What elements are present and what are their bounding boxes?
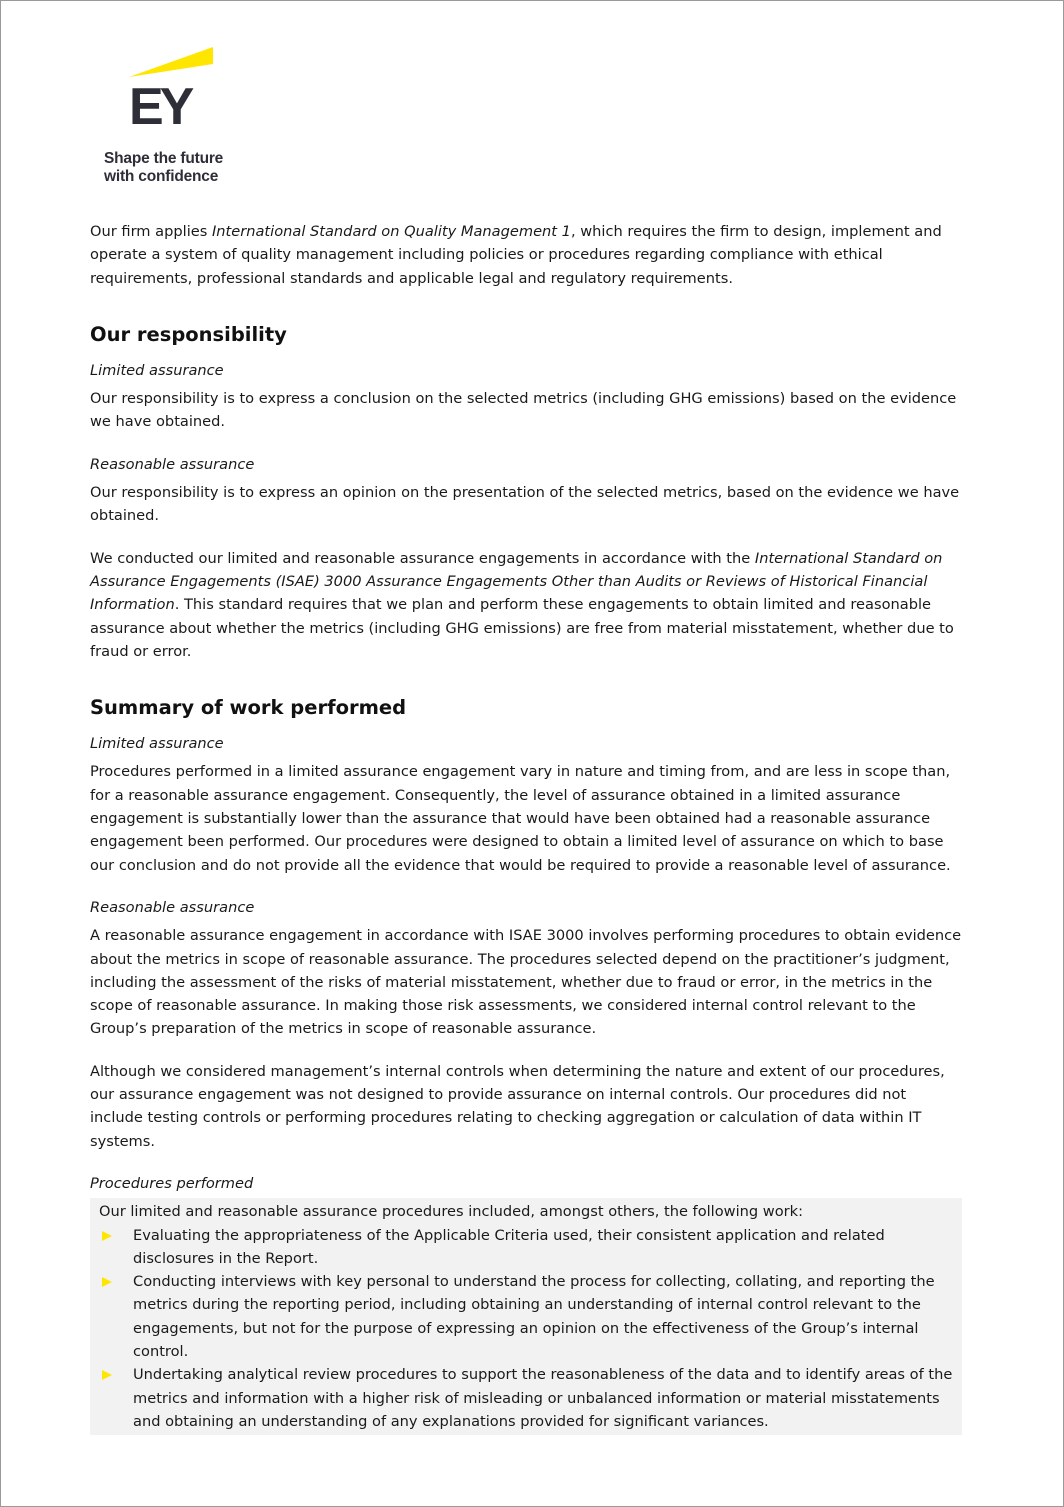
responsibility-limited-text: Our responsibility is to express a conclusion on the selected metrics (including GHG emissions) based on the evidence we have obtained. — [90, 390, 957, 431]
summary-limited-text: Procedures performed in a limited assurance engagement vary in nature and timing from, and are less in scope than, for a reasonable assurance engagement. Consequently, the level of assurance obtained in a limited assurance engagement is substantially lower than the assurance that would have been obtained had a reasonable assurance engagement been performed. Our procedures were designed to obtain a limited level of assurance on which to base our conclusion and do not provide all the evidence that would be required to provide a reasonable level of assurance. — [90, 763, 951, 874]
responsibility-limited-label: Limited assurance — [90, 361, 224, 379]
summary-heading: Summary of work performed — [90, 696, 407, 720]
ey-logo — [101, 45, 241, 190]
intro-standard-name: International Standard on Quality Management 1 — [211, 223, 571, 240]
intro-paragraph: Our firm applies International Standard on Quality Management 1, which requires the firm to design, implement and operate a system of quality management including policies or procedures regarding compliance with ethical requirements, professional standards and applicable legal and regulatory requirements. — [90, 223, 942, 287]
summary-reasonable-label: Reasonable assurance — [90, 898, 255, 916]
standard-paragraph: We conducted our limited and reasonable assurance engagements in accordance with the International Standard on Assurance Engagements (ISAE) 3000 Assurance Engagements Other than Audits or Reviews of Historical Financial Information. This standard requires that we plan and perform these engagements to obtain limited and reasonable assurance about whether the metrics (including GHG emissions) are free from material misstatement, whether due to fraud or error. — [90, 549, 954, 660]
ey-logo-tagline — [104, 150, 223, 186]
list-item: Undertaking analytical review procedures to support the reasonableness of the data and to identify areas of the metrics and information with a higher risk of misleading or unbalanced information or material misstatements and obtaining an understanding of any explanations provided for significant variances. — [99, 1363, 962, 1433]
list-item: Conducting interviews with key personal to understand the process for collecting, collating, and reporting the metrics during the reporting period, including obtaining an understanding of internal control relevant to the engagements, but not for the purpose of expressing an opinion on the effectiveness of the Group’s internal control. — [99, 1270, 962, 1363]
tagline-line-1: Shape the future — [104, 150, 224, 167]
ey-beam-icon — [129, 47, 215, 81]
ey-logo-mark: EY — [129, 78, 191, 136]
report-body — [90, 220, 962, 1435]
procedures-intro: Our limited and reasonable assurance procedures included, amongst others, the following work: — [99, 1203, 804, 1221]
triangle-bullet-icon — [102, 1277, 112, 1287]
list-item: Evaluating the appropriateness of the Applicable Criteria used, their consistent application and related disclosures in the Report. — [99, 1224, 962, 1271]
triangle-bullet-icon — [102, 1370, 112, 1380]
triangle-bullet-icon — [102, 1231, 112, 1241]
summary-limited-label: Limited assurance — [90, 735, 224, 753]
procedures-label: Procedures performed — [90, 1174, 254, 1192]
responsibility-reasonable-text: Our responsibility is to express an opinion on the presentation of the selected metrics, based on the evidence we have obtained. — [90, 484, 960, 525]
procedures-box — [90, 1198, 962, 1435]
tagline-line-2: with confidence — [104, 168, 219, 185]
isae-standard-name: International Standard on Assurance Engagements (ISAE) 3000 Assurance Engagements Other than Audits or Reviews of Historical Financial Information — [90, 549, 943, 614]
procedures-list — [99, 1224, 962, 1434]
responsibility-heading: Our responsibility — [90, 322, 287, 346]
internal-controls-text: Although we considered management’s internal controls when determining the nature and extent of our procedures, our assurance engagement was not designed to provide assurance on internal controls. Our procedures did not include testing controls or performing procedures relating to checking aggregation or calculation of data within IT systems. — [90, 1062, 945, 1150]
responsibility-reasonable-label: Reasonable assurance — [90, 455, 255, 473]
summary-reasonable-text: A reasonable assurance engagement in accordance with ISAE 3000 involves performing procedures to obtain evidence about the metrics in scope of reasonable assurance. The procedures selected depend on the practitioner’s judgment, including the assessment of the risks of material misstatement, whether due to fraud or error, in the metrics in the scope of reasonable assurance. In making those risk assessments, we considered internal control relevant to the Group’s preparation of the metrics in scope of reasonable assurance. — [90, 927, 962, 1038]
